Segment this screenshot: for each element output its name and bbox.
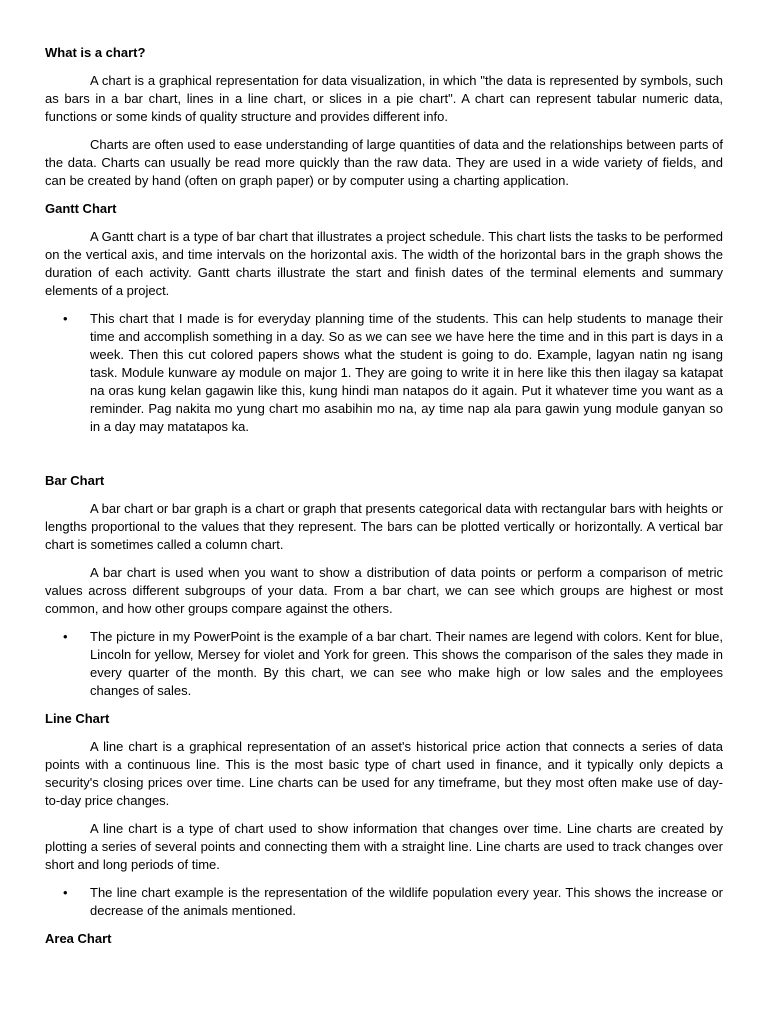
list-item-text: The line chart example is the representation of the wildlife population every year. This shows the increase or decrease of the animals mentioned. xyxy=(90,885,723,918)
paragraph: A bar chart is used when you want to show a distribution of data points or perform a comparison of metric values across different subgroups of your data. From a bar chart, we can see which groups are highest or most common, and how other groups compare against the others. xyxy=(45,565,723,616)
paragraph: A line chart is a graphical representation of an asset's historical price action that connects a series of data points with a continuous line. This is the most basic type of chart used in finance, and it typically only depicts a security's closing prices over time. Line charts can be used for any timeframe, but they most often make use of day-to-day price changes. xyxy=(45,739,723,808)
list-item xyxy=(63,884,723,920)
heading-what-is-a-chart: What is a chart? xyxy=(45,45,146,60)
heading-bar-chart: Bar Chart xyxy=(45,473,105,488)
heading-gantt-chart: Gantt Chart xyxy=(45,201,117,216)
bullet-list xyxy=(45,884,723,920)
paragraph: A line chart is a type of chart used to show information that changes over time. Line charts are created by plotting a series of several points and connecting them with a straight line. Line charts are used to track changes over short and long periods of time. xyxy=(45,821,723,872)
bullet-list xyxy=(45,310,723,436)
list-item-text: The picture in my PowerPoint is the example of a bar chart. Their names are legend with colors. Kent for blue, Lincoln for yellow, Mersey for violet and York for green. This shows the comparison of the sales they made in every quarter of the month. By this chart, we can see who make high or low sales and the employees changes of sales. xyxy=(90,629,723,698)
spacer xyxy=(45,446,723,472)
list-item xyxy=(63,310,723,436)
paragraph: A Gantt chart is a type of bar chart that illustrates a project schedule. This chart lists the tasks to be performed on the vertical axis, and time intervals on the horizontal axis. The width of the horizontal bars in the graph shows the duration of each activity. Gantt charts illustrate the start and finish dates of the terminal elements and summary elements of a project. xyxy=(45,229,723,298)
bullet-icon: • xyxy=(63,629,68,644)
list-item xyxy=(63,628,723,700)
heading-area-chart: Area Chart xyxy=(45,931,112,946)
heading-line-chart: Line Chart xyxy=(45,711,110,726)
list-item-text: This chart that I made is for everyday planning time of the students. This can help students to manage their time and accomplish something in a day. So as we can see we have here the time and in this part is days in a week. Then this cut colored papers shows what the student is going to do. Example, lagyan natin ng isang task. Module kunware ay module on major 1. They are going to write it in here like this then ilagay sa katapat na oras kung kelan gagawin like this, kung hindi man natapos do it again. Put it whatever time you want as a reminder. Pag nakita mo yung chart mo asabihin mo na, ay time nap ala para gawin yung module ganyan so in a day may matatapos ka. xyxy=(90,311,723,434)
bullet-icon: • xyxy=(63,311,68,326)
bullet-icon: • xyxy=(63,885,68,900)
paragraph: A chart is a graphical representation for data visualization, in which "the data is represented by symbols, such as bars in a bar chart, lines in a line chart, or slices in a pie chart". A chart can represent tabular numeric data, functions or some kinds of quality structure and provides different info. xyxy=(45,73,723,124)
paragraph: Charts are often used to ease understanding of large quantities of data and the relationships between parts of the data. Charts can usually be read more quickly than the raw data. They are used in a wide variety of fields, and can be created by hand (often on graph paper) or by computer using a charting application. xyxy=(45,137,723,188)
bullet-list xyxy=(45,628,723,700)
paragraph: A bar chart or bar graph is a chart or graph that presents categorical data with rectangular bars with heights or lengths proportional to the values that they represent. The bars can be plotted vertically or horizontally. A vertical bar chart is sometimes called a column chart. xyxy=(45,501,723,552)
